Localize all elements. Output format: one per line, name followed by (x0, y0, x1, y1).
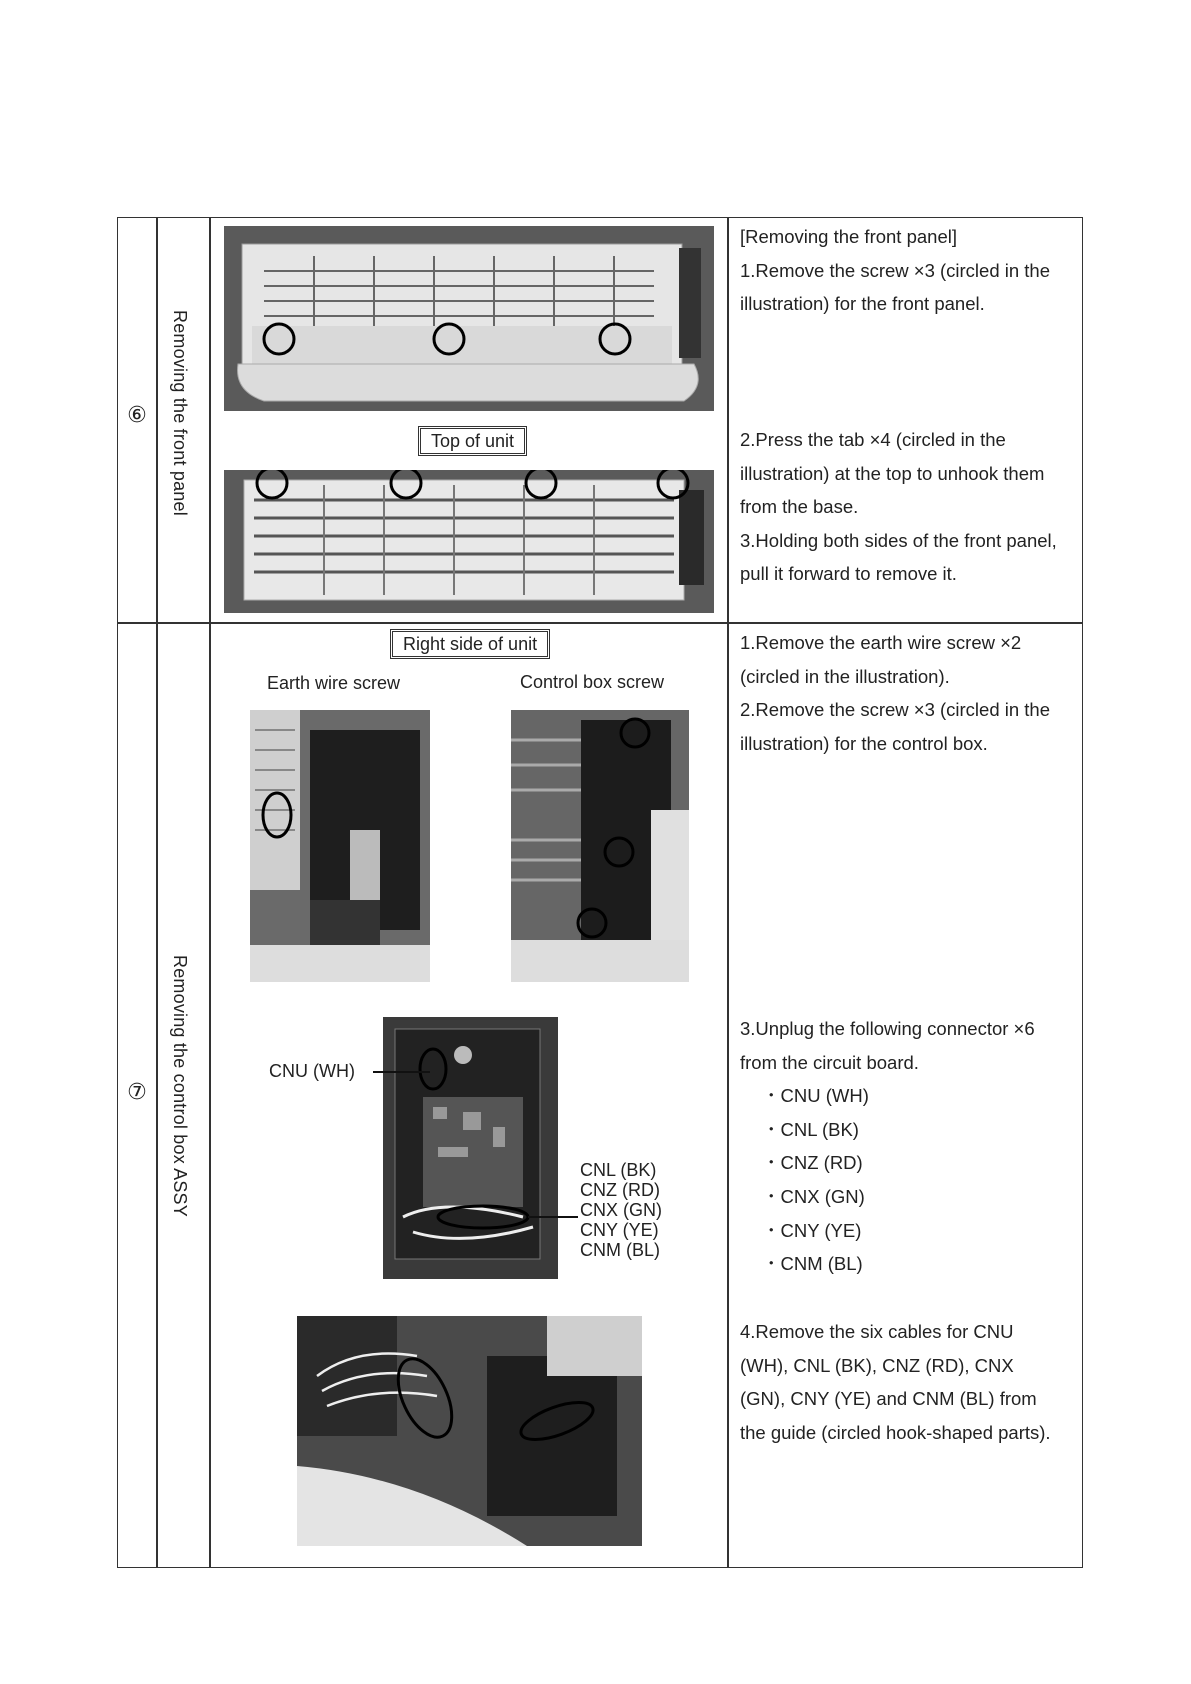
bullet-cnl: ・CNL (BK) (762, 1118, 859, 1140)
top-of-unit-photo (224, 470, 714, 613)
step-6-instructions (740, 220, 1080, 321)
step-6-number: ⑥ (127, 402, 147, 427)
step-7-number: ⑦ (127, 1079, 147, 1104)
step-7-s4-line2: (WH), CNL (BK), CNZ (RD), CNX (740, 1354, 1014, 1376)
step-7-instructions (740, 626, 1080, 760)
step-6-s2-line2: illustration) at the top to unhook them (740, 462, 1045, 484)
step-7-s4-line1: 4.Remove the six cables for CNU (740, 1321, 1014, 1342)
step-7-title: Removing the control box ASSY (170, 955, 190, 1217)
bullet-cnu: ・CNU (WH) (762, 1085, 869, 1107)
col-divider-2 (209, 217, 211, 1568)
cnu-leader-line (373, 1071, 430, 1073)
col-divider-1 (156, 217, 158, 1568)
step-7-s1-line2: (circled in the illustration). (740, 665, 950, 687)
front-panel-photo (224, 226, 714, 411)
step-6-s3-line1: 3.Holding both sides of the front panel, (740, 529, 1057, 551)
connector-label-cnz: CNZ (RD) (580, 1180, 660, 1200)
earth-wire-caption: Earth wire screw (267, 673, 401, 693)
step-7-s3-line2: from the circuit board. (740, 1051, 919, 1073)
cable-guide-photo (297, 1316, 642, 1546)
step-7-s2-line2: illustration) for the control box. (740, 732, 988, 754)
step-7-s3-line1: 3.Unplug the following connector ×6 (740, 1018, 1035, 1039)
step-6-instructions-b (740, 423, 1085, 591)
bullet-cnx: ・CNX (GN) (762, 1185, 865, 1207)
step-7-s4-line3: (GN), CNY (YE) and CNM (BL) from (740, 1388, 1037, 1410)
connector-label-cnl: CNL (BK) (580, 1160, 657, 1180)
step-6-s3-line2: pull it forward to remove it. (740, 563, 957, 585)
step-7-s1-line1: 1.Remove the earth wire screw ×2 (740, 632, 1022, 653)
connector-label-cny: CNY (YE) (580, 1220, 659, 1240)
bullet-cnz: ・CNZ (RD) (762, 1152, 863, 1174)
step-7-instructions-c (740, 1315, 1085, 1449)
step-6-heading: [Removing the front panel] (740, 226, 957, 247)
cnu-label: CNU (WH) (269, 1061, 355, 1081)
step-6-s2-line1: 2.Press the tab ×4 (circled in the (740, 429, 1006, 450)
earth-wire-photo (250, 710, 430, 982)
step-7-s2-line1: 2.Remove the screw ×3 (circled in the (740, 699, 1051, 721)
col-divider-3 (727, 217, 729, 1568)
circuit-board-photo (383, 1017, 558, 1279)
connector-label-cnx: CNX (GN) (580, 1200, 662, 1220)
step-7-instructions-b (740, 1012, 1080, 1281)
step-6-s1-line2: illustration) for the front panel. (740, 293, 985, 315)
step-6-title: Removing the front panel (170, 310, 190, 516)
step-7-s4-line4: the guide (circled hook-shaped parts). (740, 1421, 1051, 1443)
right-connector-list (580, 1160, 662, 1260)
bullet-cny: ・CNY (YE) (762, 1219, 862, 1241)
row-divider (117, 622, 1083, 624)
connector-label-cnm: CNM (BL) (580, 1240, 660, 1260)
bullet-cnm: ・CNM (BL) (762, 1253, 863, 1275)
right-side-label: Right side of unit (390, 629, 550, 659)
control-box-caption: Control box screw (520, 672, 665, 692)
step-6-s2-line3: from the base. (740, 496, 859, 518)
control-box-screw-photo (511, 710, 689, 982)
right-connector-leader-line (528, 1216, 578, 1218)
top-of-unit-label: Top of unit (418, 426, 527, 456)
step-6-s1-line1: 1.Remove the screw ×3 (circled in the (740, 259, 1051, 281)
